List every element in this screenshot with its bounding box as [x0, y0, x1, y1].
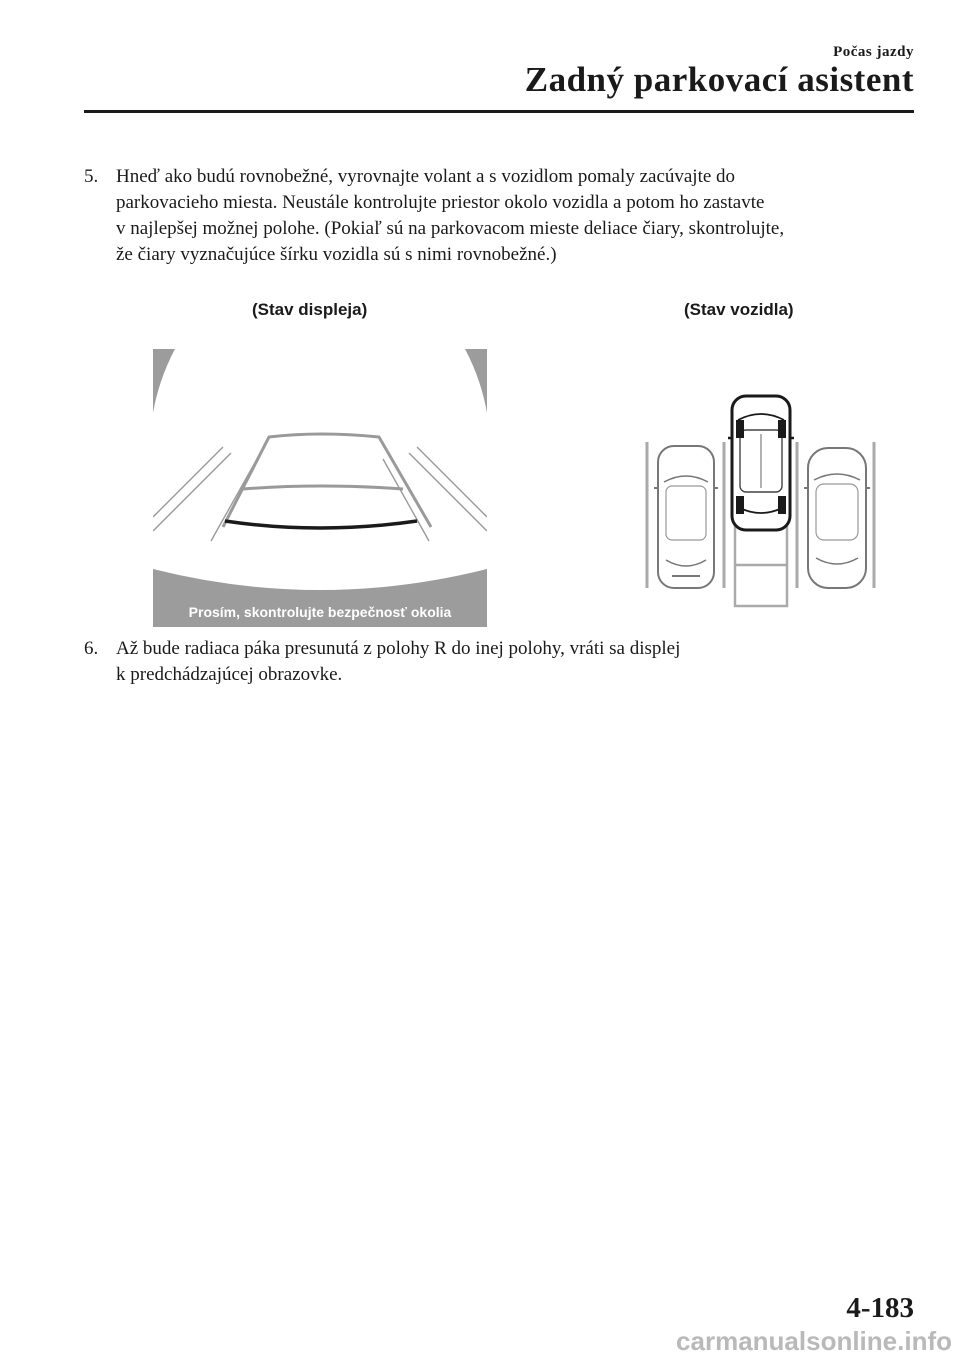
step-line: parkovacieho miesta. Neustále kontrolujte priestor okolo vozidla a potom ho zastavte: [116, 192, 765, 213]
step-line: Hneď ako budú rovnobežné, vyrovnajte volant a s vozidlom pomaly zacúvajte do: [116, 166, 736, 187]
own-vehicle: [728, 396, 794, 530]
step-5: [84, 164, 914, 268]
chapter-title: Zadný parkovací asistent: [524, 60, 914, 99]
display-caption: (Stav displeja): [252, 300, 368, 319]
page-number: 4-183: [846, 1292, 914, 1324]
step-line: v najlepšej možnej polohe. (Pokiaľ sú na parkovacom mieste deliace čiary, skontrolujte,: [116, 218, 785, 239]
step-text: [116, 164, 914, 268]
display-warning-text: Prosím, skontrolujte bezpečnosť okolia: [188, 604, 452, 620]
step-text: [116, 636, 914, 688]
step-number: 6.: [84, 638, 99, 659]
header-rule: [84, 110, 914, 113]
camera-view: [153, 349, 487, 590]
step-number: 5.: [84, 166, 99, 187]
left-parked-car: [654, 446, 718, 588]
section-label: Počas jazdy: [833, 44, 914, 60]
watermark: carmanualsonline.info: [676, 1326, 952, 1356]
rear-camera-display: [153, 349, 487, 627]
right-parked-car: [804, 448, 870, 588]
vehicle-state-diagram: [632, 390, 888, 610]
step-line: Až bude radiaca páka presunutá z polohy R do inej polohy, vráti sa displej: [116, 638, 681, 659]
step-line: že čiary vyznačujúce šírku vozidla sú s nimi rovnobežné.): [116, 244, 557, 265]
step-6: [84, 636, 914, 688]
vehicle-caption: (Stav vozidla): [684, 300, 794, 319]
step-line: k predchádzajúcej obrazovke.: [116, 664, 343, 685]
